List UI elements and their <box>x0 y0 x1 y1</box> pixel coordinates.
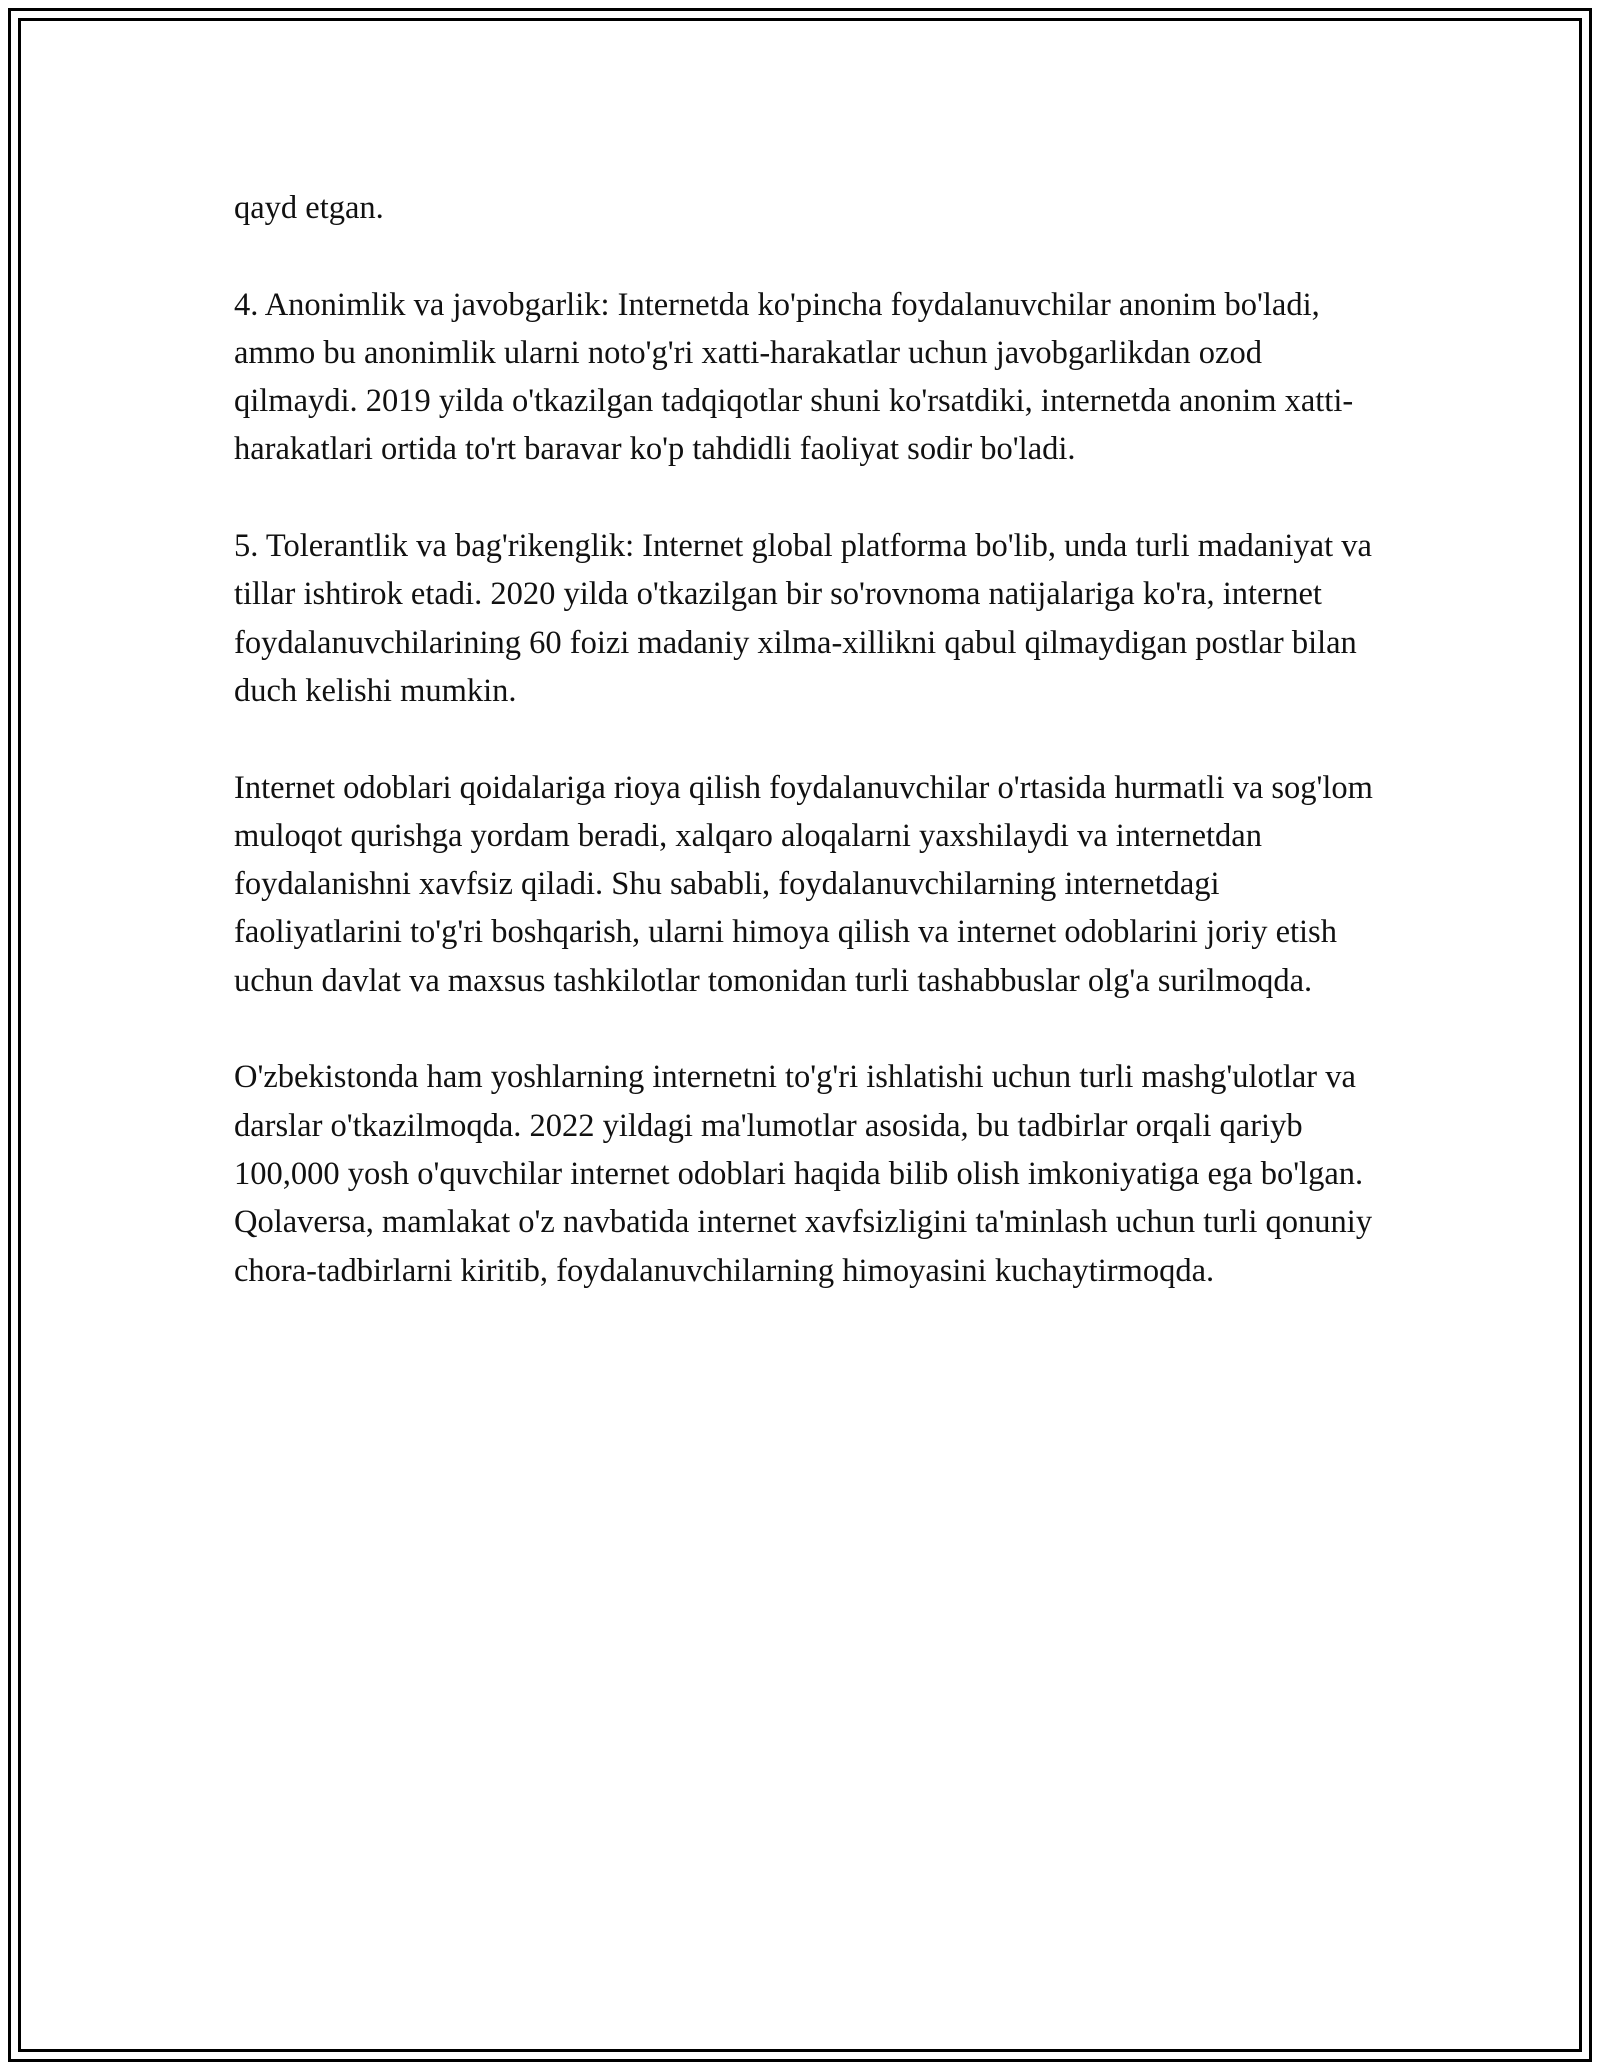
paragraph-anonymity: 4. Anonimlik va javobgarlik: Internetda ko'pincha foydalanuvchilar anonim bo'ladi, ammo bu anonimlik ularni noto'g'ri xatti-harakatlar uchun javobgarlikdan ozod qilmaydi. 2019 yilda o'tkazilgan tadqiqotlar shuni ko'rsatdiki, internetda anonim xatti-harakatlari ortida to'rt baravar ko'p tahdidli faoliyat sodir bo'ladi. <box>234 286 1354 468</box>
document-body <box>234 184 1374 1295</box>
paragraph-etiquette-rules: Internet odoblari qoidalariga rioya qilish foydalanuvchilar o'rtasida hurmatli va sog'lom muloqot qurishga yordam beradi, xalqaro aloqalarni yaxshilaydi va internetdan foydalanishni xavfsiz qiladi. Shu sababli, foydalanuvchilarning internetdagi faoliyatlarini to'g'ri boshqarish, ularni himoya qilish va internet odoblarini joriy etish uchun davlat va maxsus tashkilotlar tomonidan turli tashabbuslar olg'a surilmoqda. <box>234 769 1373 999</box>
paragraph-continuation: qayd etgan. <box>234 190 384 226</box>
paragraph-uzbekistan: O'zbekistonda ham yoshlarning internetni to'g'ri ishlatishi uchun turli mashg'ulotlar va darslar o'tkazilmoqda. 2022 yildagi ma'lumotlar asosida, bu tadbirlar orqali qariyb 100,000 yosh o'quvchilar internet odoblari haqida bilib olish imkoniyatiga ega bo'lgan. Qolaversa, mamlakat o'z navbatida internet xavfsizligini ta'minlash uchun turli qonuniy chora-tadbirlarni kiritib, foydalanuvchilarning himoyasini kuchaytirmoqda. <box>234 1059 1373 1289</box>
paragraph-tolerance: 5. Tolerantlik va bag'rikenglik: Internet global platforma bo'lib, unda turli madaniyat va tillar ishtirok etadi. 2020 yilda o'tkazilgan bir so'rovnoma natijalariga ko'ra, internet foydalanuvchilarining 60 foizi madaniy xilma-xillikni qabul qilmaydigan postlar bilan duch kelishi mumkin. <box>234 528 1372 709</box>
